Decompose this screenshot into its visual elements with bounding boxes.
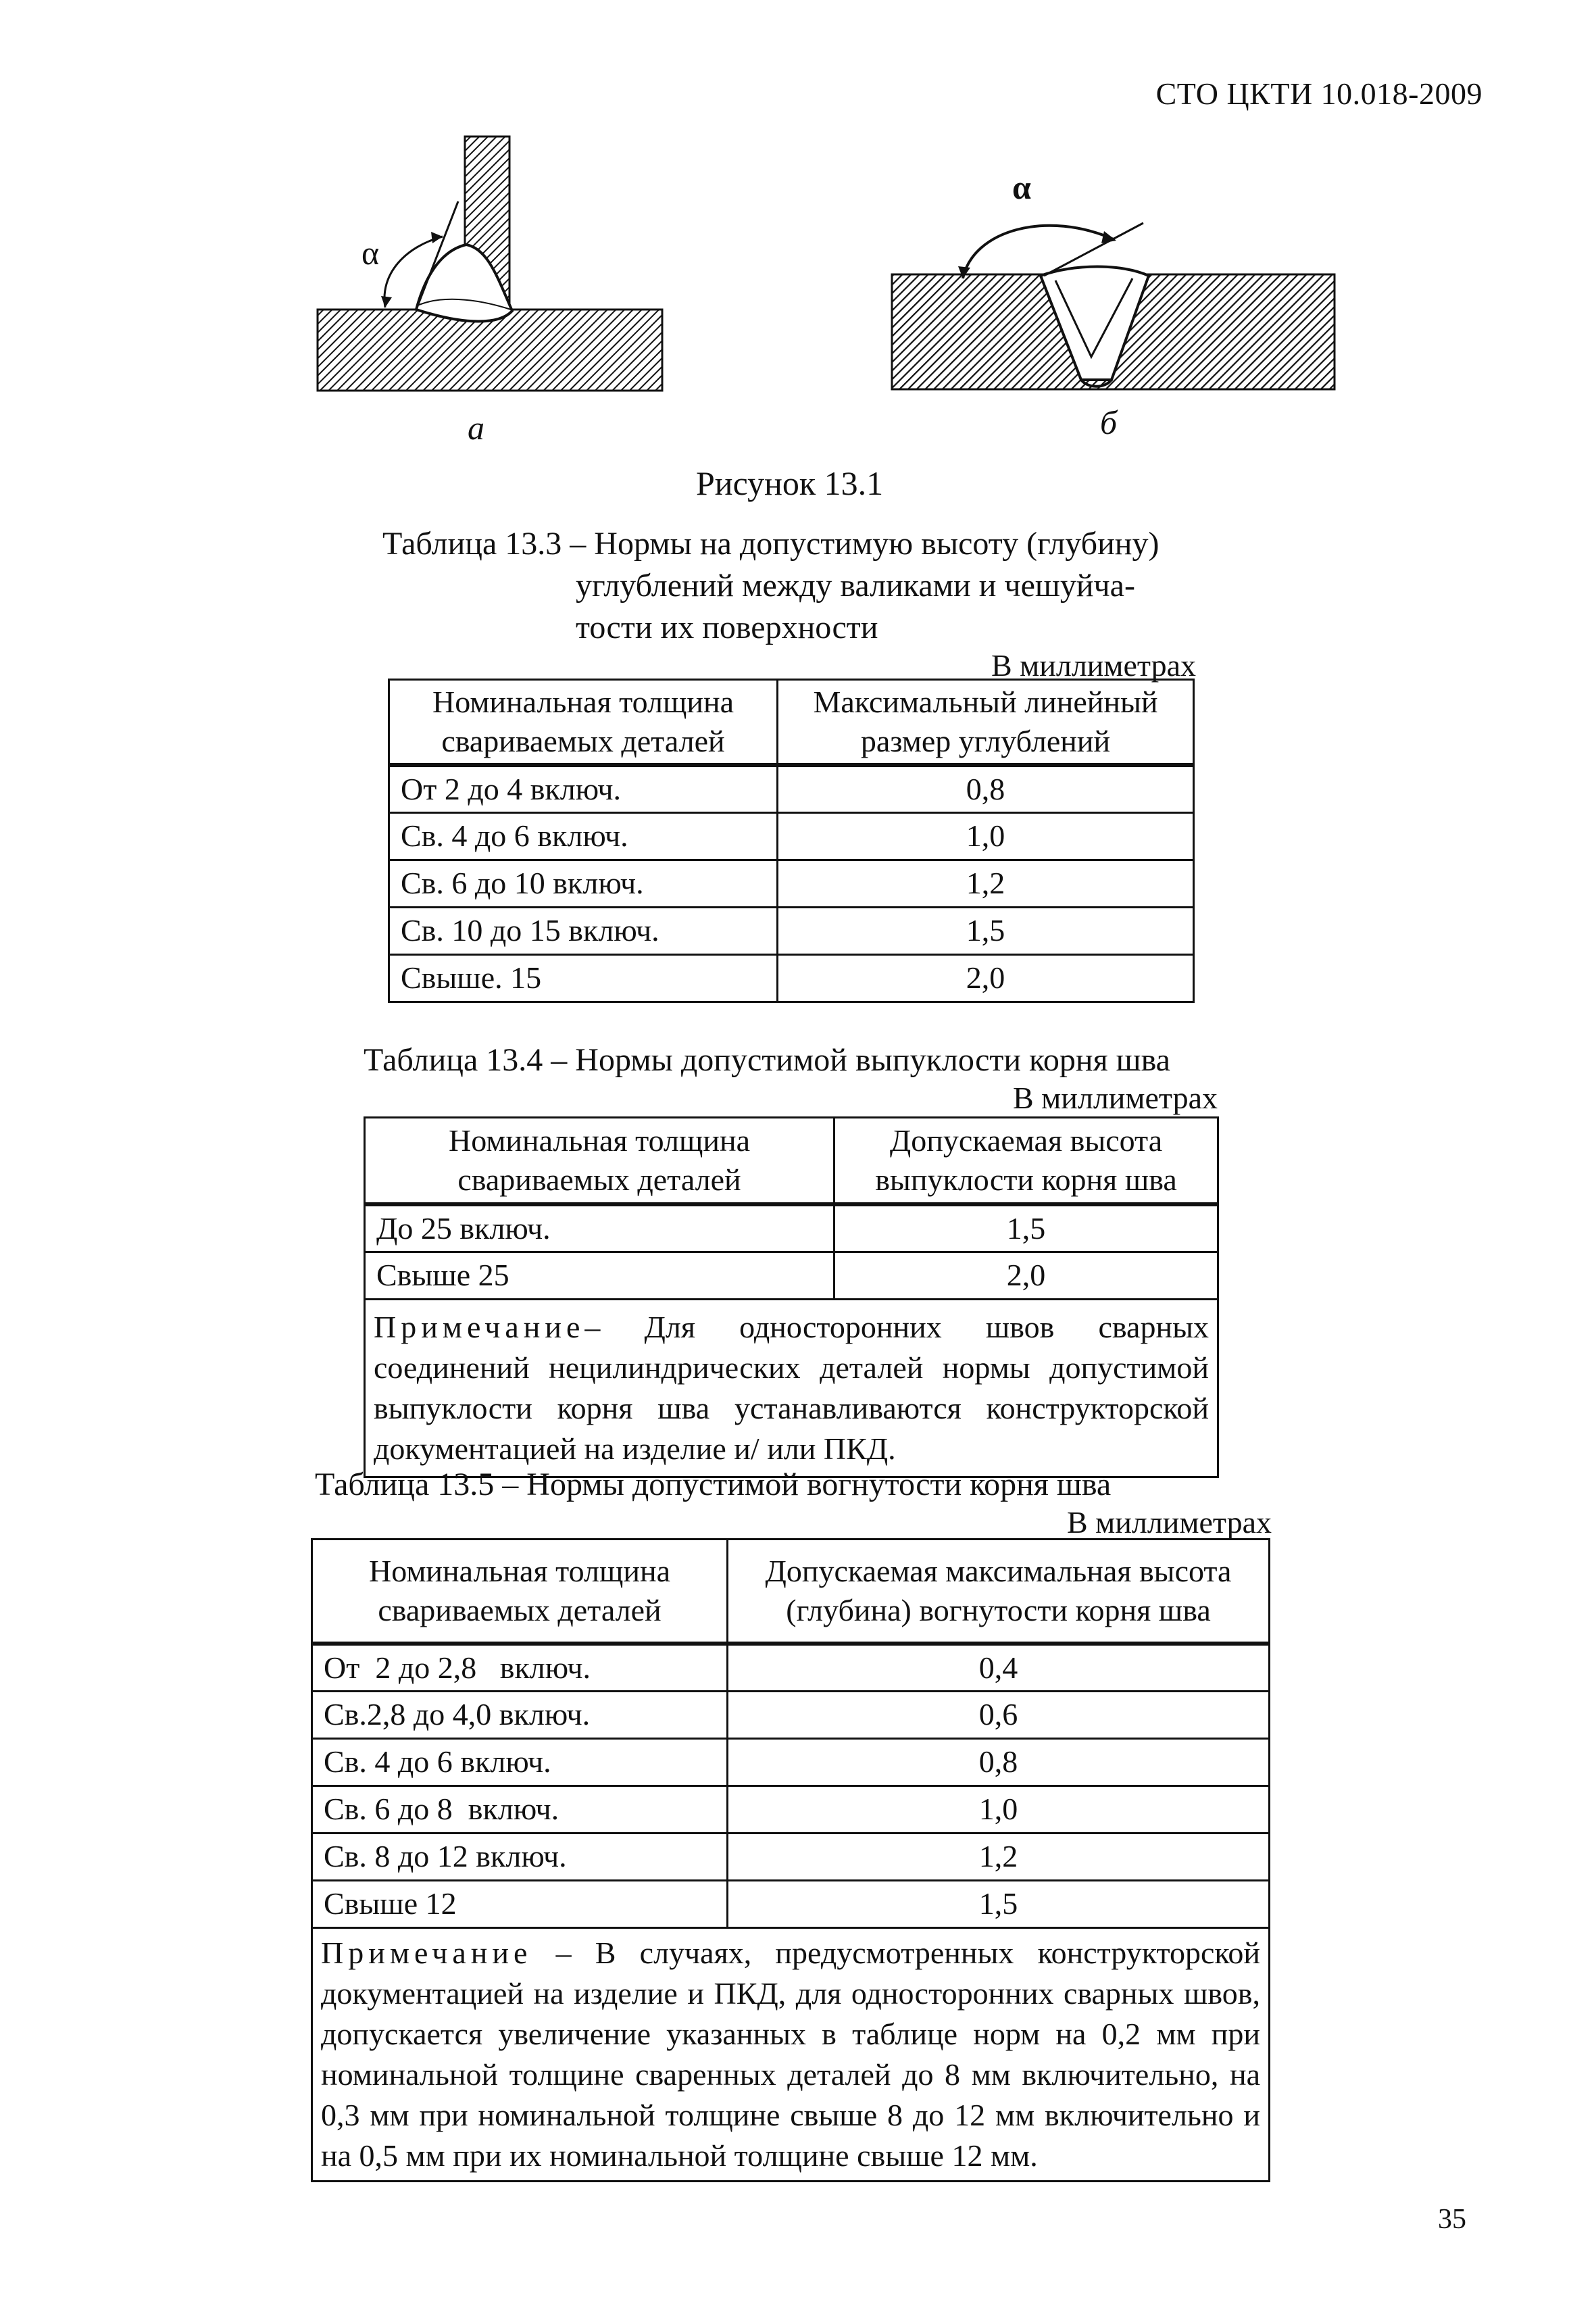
table-row <box>365 1204 1218 1252</box>
table-13-5-caption: Таблица 13.5 – Нормы допустимой вогнутости корня шва <box>315 1467 1112 1502</box>
page-number: 35 <box>1438 2204 1466 2235</box>
row-thickness: Свыше. 15 <box>389 954 778 1002</box>
table-note <box>365 1299 1218 1477</box>
row-value: 0,8 <box>728 1738 1270 1786</box>
row-thickness: Св. 10 до 15 включ. <box>389 907 778 954</box>
table-header-row <box>312 1540 1270 1644</box>
row-thickness: Св. 4 до 6 включ. <box>312 1738 728 1786</box>
row-value: 1,2 <box>778 860 1194 907</box>
table-row <box>312 1738 1270 1786</box>
table-row <box>389 907 1194 954</box>
alpha-label-a: α <box>361 234 380 272</box>
row-value: 0,8 <box>778 765 1194 812</box>
alpha-label-b: α <box>1012 168 1031 206</box>
table-row <box>312 1833 1270 1880</box>
table-row <box>389 812 1194 860</box>
row-thickness: Св.2,8 до 4,0 включ. <box>312 1691 728 1738</box>
table-row <box>389 765 1194 812</box>
table-row <box>312 1644 1270 1691</box>
row-thickness: Свыше 25 <box>365 1252 834 1299</box>
table-13-4 <box>364 1116 1219 1478</box>
row-value: 1,5 <box>778 907 1194 954</box>
figure-label-a: а <box>468 409 484 447</box>
table-note-row <box>365 1299 1218 1477</box>
figure-13-1-b <box>878 203 1338 405</box>
table-header-row <box>389 680 1194 766</box>
table-13-3 <box>388 679 1195 1003</box>
note-text: – Для односторонних швов сварных соединений нецилиндрических деталей нормы допустимой выпуклости корня шва устанавливаются конструкторской документацией на изделие и/ или ПКД. <box>374 1309 1209 1466</box>
note-text: – В случаях, предусмотренных конструкторской документацией на изделие и ПКД, для односторонних сварных швов, допускается увеличение указанных в таблице норм на 0,2 мм при номинальной толщине сваренных деталей до 8 мм включительно, на 0,3 мм при номинальной толщине свыше 8 до 12 мм включительно и на 0,5 мм при их номинальной толщине свыше 12 мм. <box>321 1935 1260 2173</box>
table-row <box>365 1252 1218 1299</box>
row-thickness: Свыше 12 <box>312 1880 728 1927</box>
col-header-value: Допускаемая высота выпуклости корня шва <box>834 1118 1218 1205</box>
row-thickness: От 2 до 4 включ. <box>389 765 778 812</box>
figure-13-1-a <box>297 128 676 412</box>
table-row <box>389 860 1194 907</box>
row-value: 2,0 <box>834 1252 1218 1299</box>
row-thickness: До 25 включ. <box>365 1204 834 1252</box>
row-thickness: Св. 8 до 12 включ. <box>312 1833 728 1880</box>
document-code: СТО ЦКТИ 10.018-2009 <box>1155 76 1482 111</box>
row-value: 1,0 <box>778 812 1194 860</box>
col-header-thickness: Номинальная толщина свариваемых деталей <box>365 1118 834 1205</box>
table-13-5-units: В миллиметрах <box>1066 1505 1272 1540</box>
col-header-thickness: Номинальная толщина свариваемых деталей <box>312 1540 728 1644</box>
row-value: 1,0 <box>728 1786 1270 1833</box>
table-note-row <box>312 1927 1270 2181</box>
note-label: Примечание <box>321 1935 532 1970</box>
figure-label-b: б <box>1100 403 1118 441</box>
table-row <box>312 1691 1270 1738</box>
figure-caption: Рисунок 13.1 <box>696 464 884 502</box>
row-value: 0,4 <box>728 1644 1270 1691</box>
row-value: 2,0 <box>778 954 1194 1002</box>
row-value: 1,5 <box>728 1880 1270 1927</box>
table-note <box>312 1927 1270 2181</box>
col-header-value: Максимальный линейный размер углублений <box>778 680 1194 766</box>
row-value: 0,6 <box>728 1691 1270 1738</box>
table-13-3-units: В миллиметрах <box>991 648 1196 683</box>
row-value: 1,2 <box>728 1833 1270 1880</box>
note-label: Примечание <box>374 1309 585 1344</box>
table-13-5 <box>311 1538 1270 2182</box>
table-header-row <box>365 1118 1218 1205</box>
table-row <box>312 1786 1270 1833</box>
row-thickness: От 2 до 2,8 включ. <box>312 1644 728 1691</box>
col-header-value: Допускаемая максимальная высота (глубина) вогнутости корня шва <box>728 1540 1270 1644</box>
table-13-3-caption-line3: тости их поверхности <box>576 610 878 645</box>
col-header-thickness: Номинальная толщина свариваемых деталей <box>389 680 778 766</box>
row-value: 1,5 <box>834 1204 1218 1252</box>
table-13-4-units: В миллиметрах <box>1012 1081 1218 1115</box>
table-row <box>389 954 1194 1002</box>
row-thickness: Св. 6 до 10 включ. <box>389 860 778 907</box>
row-thickness: Св. 6 до 8 включ. <box>312 1786 728 1833</box>
table-13-3-caption-line2: углублений между валиками и чешуйча- <box>576 568 1135 604</box>
table-13-4-caption: Таблица 13.4 – Нормы допустимой выпуклости корня шва <box>364 1042 1170 1078</box>
row-thickness: Св. 4 до 6 включ. <box>389 812 778 860</box>
table-13-3-caption-line1: Таблица 13.3 – Нормы на допустимую высоту (глубину) <box>382 526 1159 562</box>
table-row <box>312 1880 1270 1927</box>
